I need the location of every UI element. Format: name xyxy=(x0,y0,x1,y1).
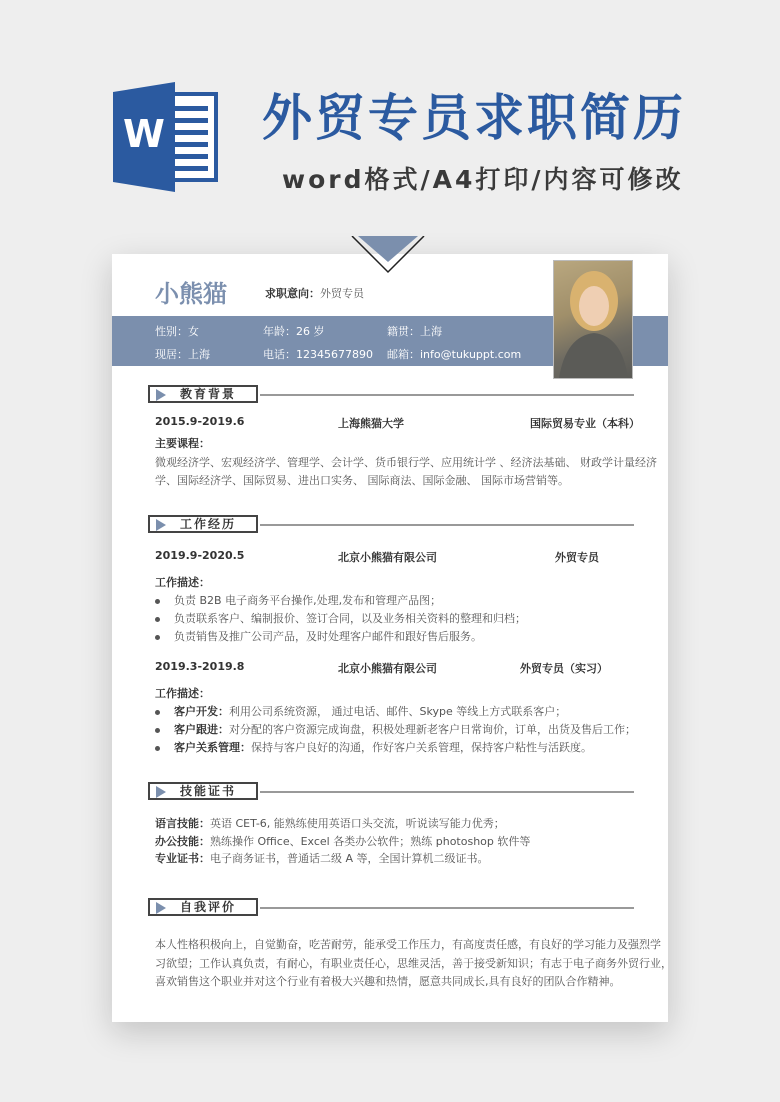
self-eval-line: 习欲望；工作认真负责，有耐心，有职业责任心，思维灵活，善于接受新知识；有志于电子商务外贸行业， xyxy=(155,957,672,970)
skill-item: 专业证书：电子商务证书，普通话二级 A 等，全国计算机二级证书。 xyxy=(155,852,489,865)
job-bullet: 客户跟进：对分配的客户资源完成询盘，积极处理新老客户日常询价，订单，出货及售后工作； xyxy=(155,721,636,737)
divider xyxy=(260,791,634,793)
job-bullet: 负责 B2B 电子商务平台操作,处理,发布和管理产品图； xyxy=(155,592,441,608)
email: 邮箱：info@tukuppt.com xyxy=(387,348,522,361)
divider xyxy=(260,394,634,396)
job-position: 外贸专员（实习） xyxy=(520,662,608,675)
candidate-name: 小熊猫 xyxy=(155,280,227,308)
page-subtitle: word格式/A4打印/内容可修改 xyxy=(282,165,684,194)
edu-date: 2015.9-2019.6 xyxy=(155,415,245,428)
gender: 性别：女 xyxy=(155,325,199,338)
job-date: 2019.3-2019.8 xyxy=(155,660,245,673)
job-bullet: 负责联系客户、编制报价、签订合同，以及业务相关资料的整理和归档； xyxy=(155,610,526,626)
section-header-skills: 技能证书 xyxy=(148,782,258,800)
edu-major: 国际贸易专业（本科） xyxy=(530,417,640,430)
job-bullet: 客户关系管理：保持与客户良好的沟通，作好客户关系管理，保持客户粘性与活跃度。 xyxy=(155,739,592,755)
skill-item: 语言技能：英语 CET-6, 能熟练使用英语口头交流，听说读写能力优秀； xyxy=(155,817,505,830)
self-eval-line: 喜欢销售这个职业并对这个行业有着极大兴趣和热情，愿意共同成长,具有良好的团队合作精神。 xyxy=(155,975,621,988)
divider xyxy=(260,907,634,909)
courses-line: 微观经济学、宏观经济学、管理学、会计学、货币银行学、应用统计学 、经济法基础、 财政学计量经济 xyxy=(155,456,657,469)
play-triangle-icon xyxy=(156,786,166,798)
play-triangle-icon xyxy=(156,902,166,914)
residence: 现居：上海 xyxy=(155,348,210,361)
skill-item: 办公技能：熟练操作 Office、Excel 各类办公软件；熟练 photoshop 软件等 xyxy=(155,835,531,848)
word-icon-letter: W xyxy=(123,112,165,156)
self-eval-line: 本人性格积极向上，自觉勤奋，吃苦耐劳，能承受工作压力，有高度责任感，有良好的学习能力及强烈学 xyxy=(155,938,661,951)
courses-line: 学、国际经济学、国际贸易、进出口实务、 国际商法、国际金融、 国际市场营销等。 xyxy=(155,474,569,487)
edu-school: 上海熊猫大学 xyxy=(338,417,404,430)
job-intent: 求职意向：外贸专员 xyxy=(265,287,364,300)
origin: 籍贯：上海 xyxy=(387,325,442,338)
profile-photo xyxy=(553,260,633,379)
section-header-work: 工作经历 xyxy=(148,515,258,533)
divider xyxy=(260,524,634,526)
age: 年龄：26 岁 xyxy=(263,325,325,338)
job-date: 2019.9-2020.5 xyxy=(155,549,245,562)
courses-label: 主要课程： xyxy=(155,437,210,450)
page-title: 外贸专员求职简历 xyxy=(262,89,686,147)
phone: 电话：12345677890 xyxy=(263,348,373,361)
play-triangle-icon xyxy=(156,519,166,531)
chevron-down-icon xyxy=(350,236,426,276)
section-header-education: 教育背景 xyxy=(148,385,258,403)
job-bullet: 客户开发：利用公司系统资源， 通过电话、邮件、Skype 等线上方式联系客户； xyxy=(155,703,566,719)
play-triangle-icon xyxy=(156,389,166,401)
section-header-self-eval: 自我评价 xyxy=(148,898,258,916)
job-desc-label: 工作描述： xyxy=(155,687,210,700)
job-company: 北京小熊猫有限公司 xyxy=(338,662,437,675)
job-desc-label: 工作描述： xyxy=(155,576,210,589)
job-position: 外贸专员 xyxy=(555,551,599,564)
job-company: 北京小熊猫有限公司 xyxy=(338,551,437,564)
word-icon xyxy=(113,82,221,192)
job-bullet: 负责销售及推广公司产品，及时处理客户邮件和跟好售后服务。 xyxy=(155,628,482,644)
